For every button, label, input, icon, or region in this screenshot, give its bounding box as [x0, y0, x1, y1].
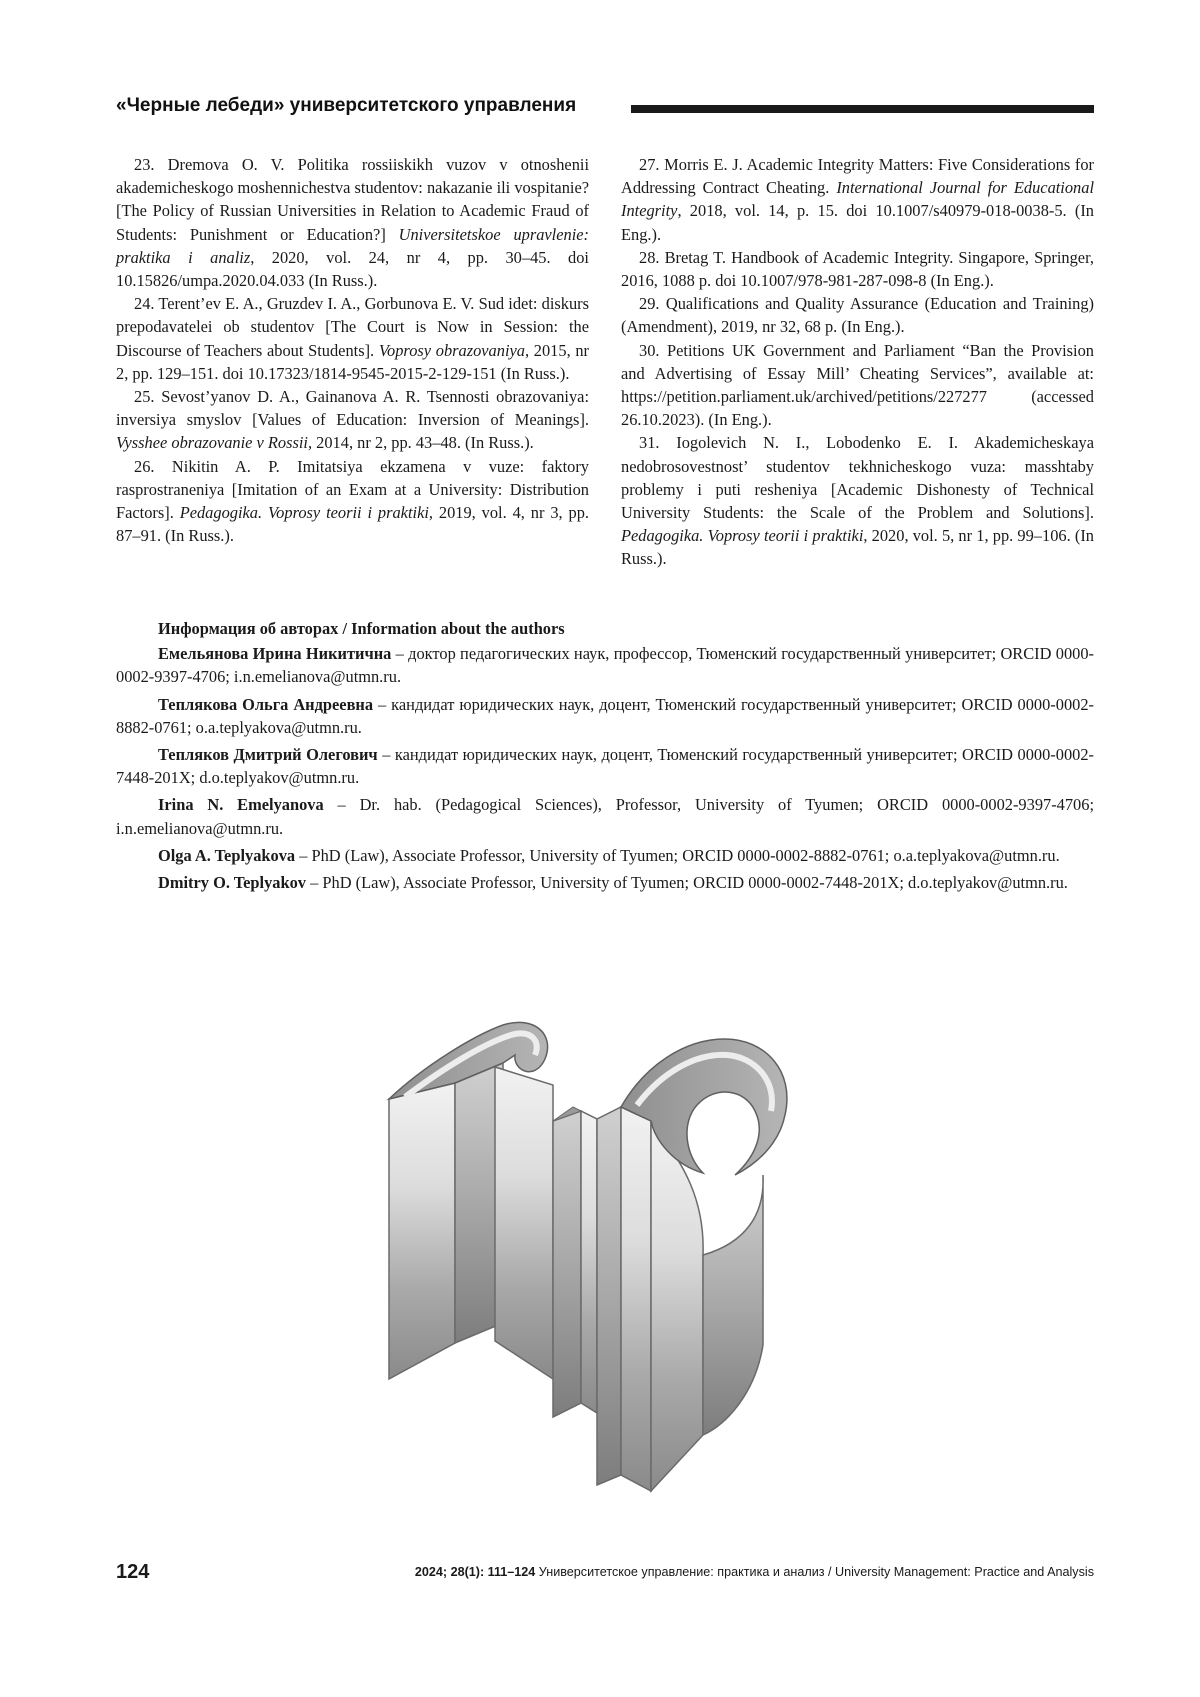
reference-details: , 2018, vol. 14, p. 15. doi 10.1007/s40979-018-0038-5. (In Eng.). — [621, 201, 1094, 244]
author-entry — [116, 743, 1094, 789]
reference-details: , 2015, nr 2, pp. 129–151. doi 10.17323/1814-9545-2015-2-129-151 (In Russ.). — [116, 340, 590, 383]
reference-item — [116, 292, 589, 385]
page-footer — [116, 1558, 1094, 1586]
author-name: Olga A. Teplyakova — [158, 845, 296, 865]
reference-item — [621, 431, 1094, 570]
reference-text: 29. Qualifications and Quality Assurance (Education and Training) (Amendment), 2019, nr 32, 68 p. (In Eng.). — [621, 294, 1094, 337]
journal-logo-icon — [385, 1015, 825, 1495]
reference-details: , 2020, vol. 24, nr 4, pp. 30–45. doi 10.15826/umpa.2020.04.033 (In Russ.). — [116, 247, 589, 291]
reference-details: 2019, vol. 4, nr 3, pp. 87–91. (In Russ.). — [116, 503, 589, 546]
header-rule — [631, 105, 1094, 113]
page-number: 124 — [116, 1561, 150, 1583]
reference-item — [621, 339, 1094, 432]
author-name: Irina N. Emelyanova — [158, 795, 324, 815]
author-name: Тепляков Дмитрий Олегович — [158, 745, 378, 765]
author-details: – доктор педагогических наук, профессор, Тюменский государственный университет; ORCID 0000-0002-9397-4706; i.n.emelianova@utmn.ru. — [116, 644, 1094, 687]
reference-text: 27. Morris E. J. Academic Integrity Matters: Five Considerations for Addressing Contract Cheating. — [621, 155, 1094, 198]
issue-info: 2024; 28(1): 111–124 — [414, 1565, 536, 1579]
reference-source: Pedagogika. Voprosy teorii i praktiki, — [179, 503, 433, 523]
reference-source: Universitetskoe upravlenie: praktika i analiz — [116, 224, 589, 267]
reference-item — [116, 385, 589, 455]
authors-heading: Информация об авторах / Information about the authors — [158, 619, 565, 638]
reference-text: 28. Bretag T. Handbook of Academic Integrity. Singapore, Springer, 2016, 1088 p. doi 10.1007/978-981-287-098-8 (In Eng.). — [621, 247, 1094, 291]
reference-item — [621, 246, 1094, 292]
references-right-column — [621, 153, 1094, 571]
reference-text: 26. Nikitin A. P. Imitatsiya ekzamena v vuze: faktory rasprostraneniya [Imitation of an Exam at a University: Distribution Factors]. — [116, 456, 589, 523]
author-details: – PhD (Law), Associate Professor, University of Tyumen; ORCID 0000-0002-7448-201X; d.o.teplyakov@utmn.ru. — [306, 873, 1068, 893]
reference-source: Pedagogika. Voprosy teorii i praktiki — [621, 526, 864, 546]
reference-text: 31. Iogolevich N. I., Lobodenko E. I. Akademicheskaya nedobrosovestnost’ studentov tekhnicheskogo vuza: masshtaby problemy i puti resheniya [Academic Dishonesty of Technical University Students: the Scale of the Problem and Solutions]. — [621, 433, 1094, 523]
journal-name: Университетское управление: практика и анализ / University Management: Practice and Analysis — [535, 1565, 1094, 1579]
reference-item — [116, 455, 589, 548]
reference-source: Voprosy obrazovaniya — [378, 340, 525, 360]
author-details: – кандидат юридических наук, доцент, Тюменский государственный университет; ORCID 0000-0002-8882-0761; o.a.teplyakova@utmn.ru. — [116, 694, 1094, 737]
author-details: – кандидат юридических наук, доцент, Тюменский государственный университет; ORCID 0000-0002-7448-201X; d.o.teplyakov@utmn.ru. — [116, 745, 1094, 788]
reference-details: 2014, nr 2, pp. 43–48. (In Russ.). — [312, 433, 534, 453]
reference-text: 30. Petitions UK Government and Parliament “Ban the Provision and Advertising of Essay Mill’ Cheating Services”, available at: https://petition.parliament.uk/archived/petitions/227277 (accessed 26.10.2023). (In Eng.). — [621, 340, 1094, 430]
author-name: Теплякова Ольга Андреевна — [158, 694, 374, 714]
reference-source: International Journal for Educational Integrity — [621, 178, 1095, 221]
running-header — [116, 93, 1094, 119]
author-entry — [116, 793, 1094, 839]
author-details: – PhD (Law), Associate Professor, University of Tyumen; ORCID 0000-0002-8882-0761; o.a.teplyakova@utmn.ru. — [295, 845, 1060, 865]
author-name: Емельянова Ирина Никитична — [158, 644, 392, 664]
reference-item — [116, 153, 589, 292]
reference-item — [621, 292, 1094, 338]
author-entry — [116, 844, 1094, 867]
journal-citation — [415, 1563, 1094, 1581]
section-title: «Черные лебеди» университетского управления — [116, 95, 577, 116]
reference-source: Vysshee obrazovanie v Rossii, — [116, 433, 313, 453]
reference-item — [621, 153, 1094, 246]
references-left-column — [116, 153, 589, 547]
reference-text: 24. Terent’ev E. A., Gruzdev I. A., Gorbunova E. V. Sud idet: diskurs prepodavatelei ob studentov [The Court is Now in Session: the Discourse of Teachers about Students]. — [116, 294, 589, 360]
reference-text: 25. Sevost’yanov D. A., Gainanova A. R. Tsennosti obrazovaniya: inversiya smyslov [Values of Education: Inversion of Meanings]. — [116, 387, 589, 430]
author-entry — [116, 642, 1094, 688]
reference-text: 23. Dremova O. V. Politika rossiiskikh vuzov v otnoshenii akademicheskogo moshennichestva studentov: nakazanie ili vospitanie? [The Policy of Russian Universities in Relation to Academic Fraud of Students: Punishment or Education?] — [116, 155, 589, 244]
author-information — [116, 617, 1094, 898]
reference-details: , 2020, vol. 5, nr 1, pp. 99–106. (In Russ.). — [621, 526, 1094, 569]
author-name: Dmitry O. Teplyakov — [158, 873, 306, 893]
author-entry — [116, 871, 1094, 894]
author-details: – Dr. hab. (Pedagogical Sciences), Professor, University of Tyumen; ORCID 0000-0002-9397-4706; i.n.emelianova@utmn.ru. — [116, 795, 1095, 838]
author-entry — [116, 693, 1094, 739]
